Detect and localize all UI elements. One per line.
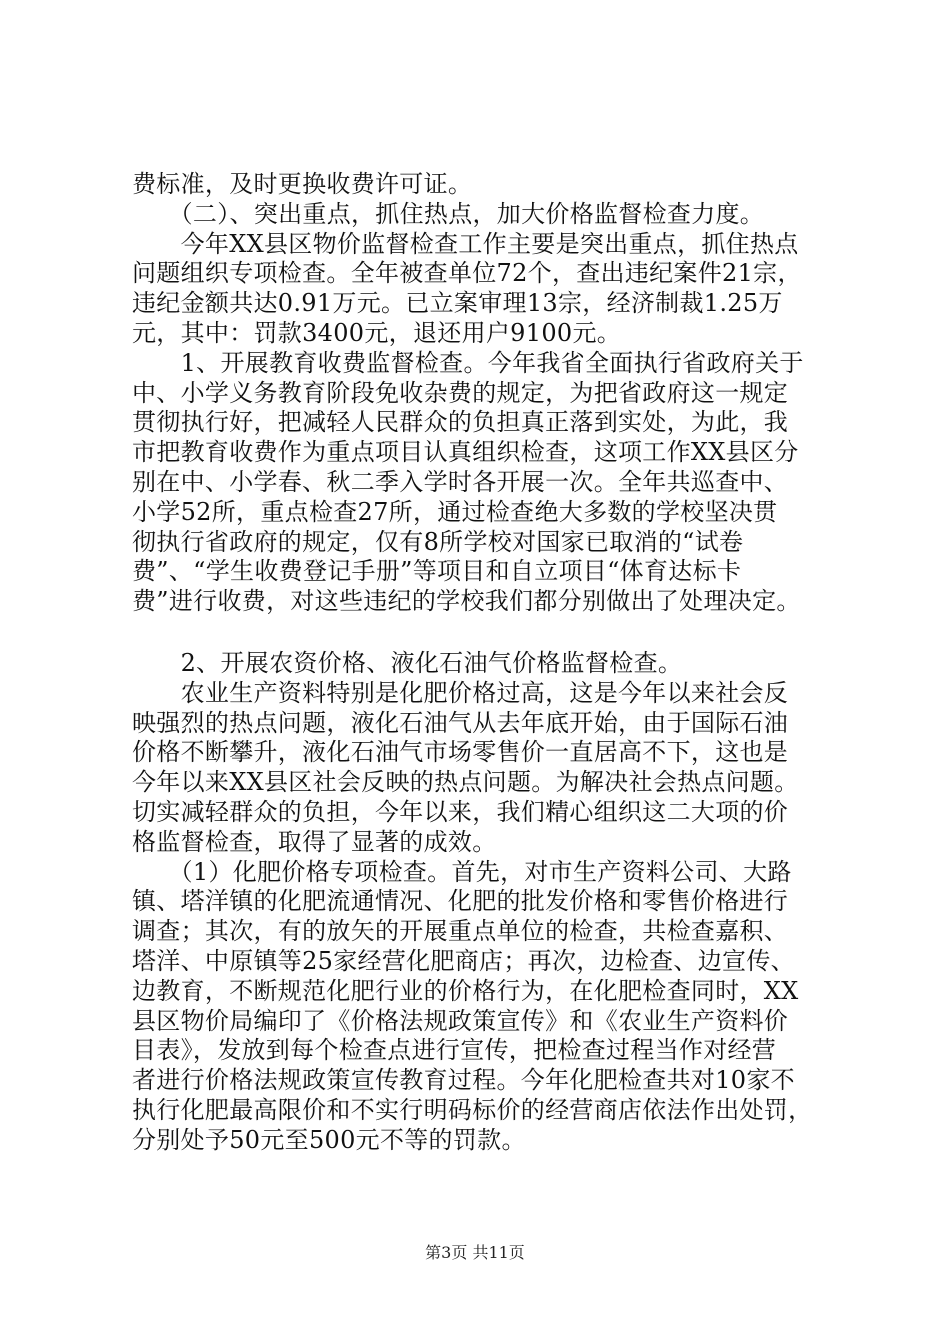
text-line: 元，其中：罚款3400元，退还用户9100元。 — [132, 318, 622, 347]
text-line: 映强烈的热点问题，液化石油气从去年底开始，由于国际石油 — [132, 708, 789, 737]
body-text — [132, 170, 852, 1156]
section-part-2 — [132, 649, 852, 1156]
text-line: 分别处予50元至500元不等的罚款。 — [132, 1125, 526, 1154]
text-line: 贯彻执行好，把减轻人民群众的负担真正落到实处，为此，我 — [132, 408, 789, 437]
text-line: 1、开展教育收费监督检查。今年我省全面执行省政府关于 — [132, 348, 804, 377]
text-line: （1）化肥价格专项检查。首先，对市生产资料公司、大路 — [132, 857, 792, 886]
text-line: 镇、塔洋镇的化肥流通情况、化肥的批发价格和零售价格进行 — [132, 887, 789, 916]
text-line: 费”进行收费，对这些违纪的学校我们都分别做出了处理决定。 — [132, 587, 801, 616]
text-line: 市把教育收费作为重点项目认真组织检查，这项工作XX县区分 — [132, 438, 799, 467]
text-line: 格监督检查，取得了显著的成效。 — [132, 827, 497, 856]
text-line: 切实减轻群众的负担，今年以来，我们精心组织这二大项的价 — [132, 797, 789, 826]
text-line: 问题组织专项检查。全年被查单位72个，查出违纪案件21宗， — [132, 259, 802, 288]
text-line: 边教育，不断规范化肥行业的价格行为，在化肥检查同时，XX — [132, 976, 799, 1005]
text-line: （二）、突出重点，抓住热点，加大价格监督检查力度。 — [132, 199, 765, 228]
text-line: 者进行价格法规政策宣传教育过程。今年化肥检查共对10家不 — [132, 1066, 795, 1095]
text-line: 今年以来XX县区社会反映的热点问题。为解决社会热点问题。 — [132, 768, 799, 797]
text-line: 塔洋、中原镇等25家经营化肥商店；再次，边检查、边宣传、 — [132, 946, 795, 975]
text-line: 别在中、小学春、秋二季入学时各开展一次。全年共巡查中、 — [132, 467, 789, 496]
text-line: 费”、“学生收费登记手册”等项目和自立项目“体育达标卡 — [132, 557, 742, 586]
text-line: 今年XX县区物价监督检查工作主要是突出重点，抓住热点 — [132, 229, 799, 258]
text-line: 农业生产资料特别是化肥价格过高，这是今年以来社会反 — [132, 678, 789, 707]
text-line: 中、小学义务教育阶段免收杂费的规定，为把省政府这一规定 — [132, 378, 789, 407]
section-part-1 — [132, 170, 852, 617]
page-footer: 第3页 共11页 — [425, 1243, 525, 1262]
text-line: 彻执行省政府的规定，仅有8所学校对国家已取消的“试卷 — [132, 527, 744, 556]
text-line: 执行化肥最高限价和不实行明码标价的经营商店依法作出处罚， — [132, 1095, 813, 1124]
paragraph-gap — [132, 617, 852, 649]
text-line: 违纪金额共达0.91万元。已立案审理13宗，经济制裁1.25万 — [132, 289, 783, 318]
text-line: 调查；其次，有的放矢的开展重点单位的检查，共检查嘉积、 — [132, 917, 789, 946]
text-line: 小学52所，重点检查27所，通过检查绝大多数的学校坚决贯 — [132, 497, 778, 526]
text-line: 费标准，及时更换收费许可证。 — [132, 170, 473, 198]
text-line: 目表》，发放到每个检查点进行宣传，把检查过程当作对经营 — [132, 1036, 777, 1065]
text-line: 价格不断攀升，液化石油气市场零售价一直居高不下，这也是 — [132, 738, 789, 767]
text-line: 县区物价局编印了《价格法规政策宣传》和《农业生产资料价 — [132, 1006, 789, 1035]
text-line: 2、开展农资价格、液化石油气价格监督检查。 — [132, 648, 683, 677]
